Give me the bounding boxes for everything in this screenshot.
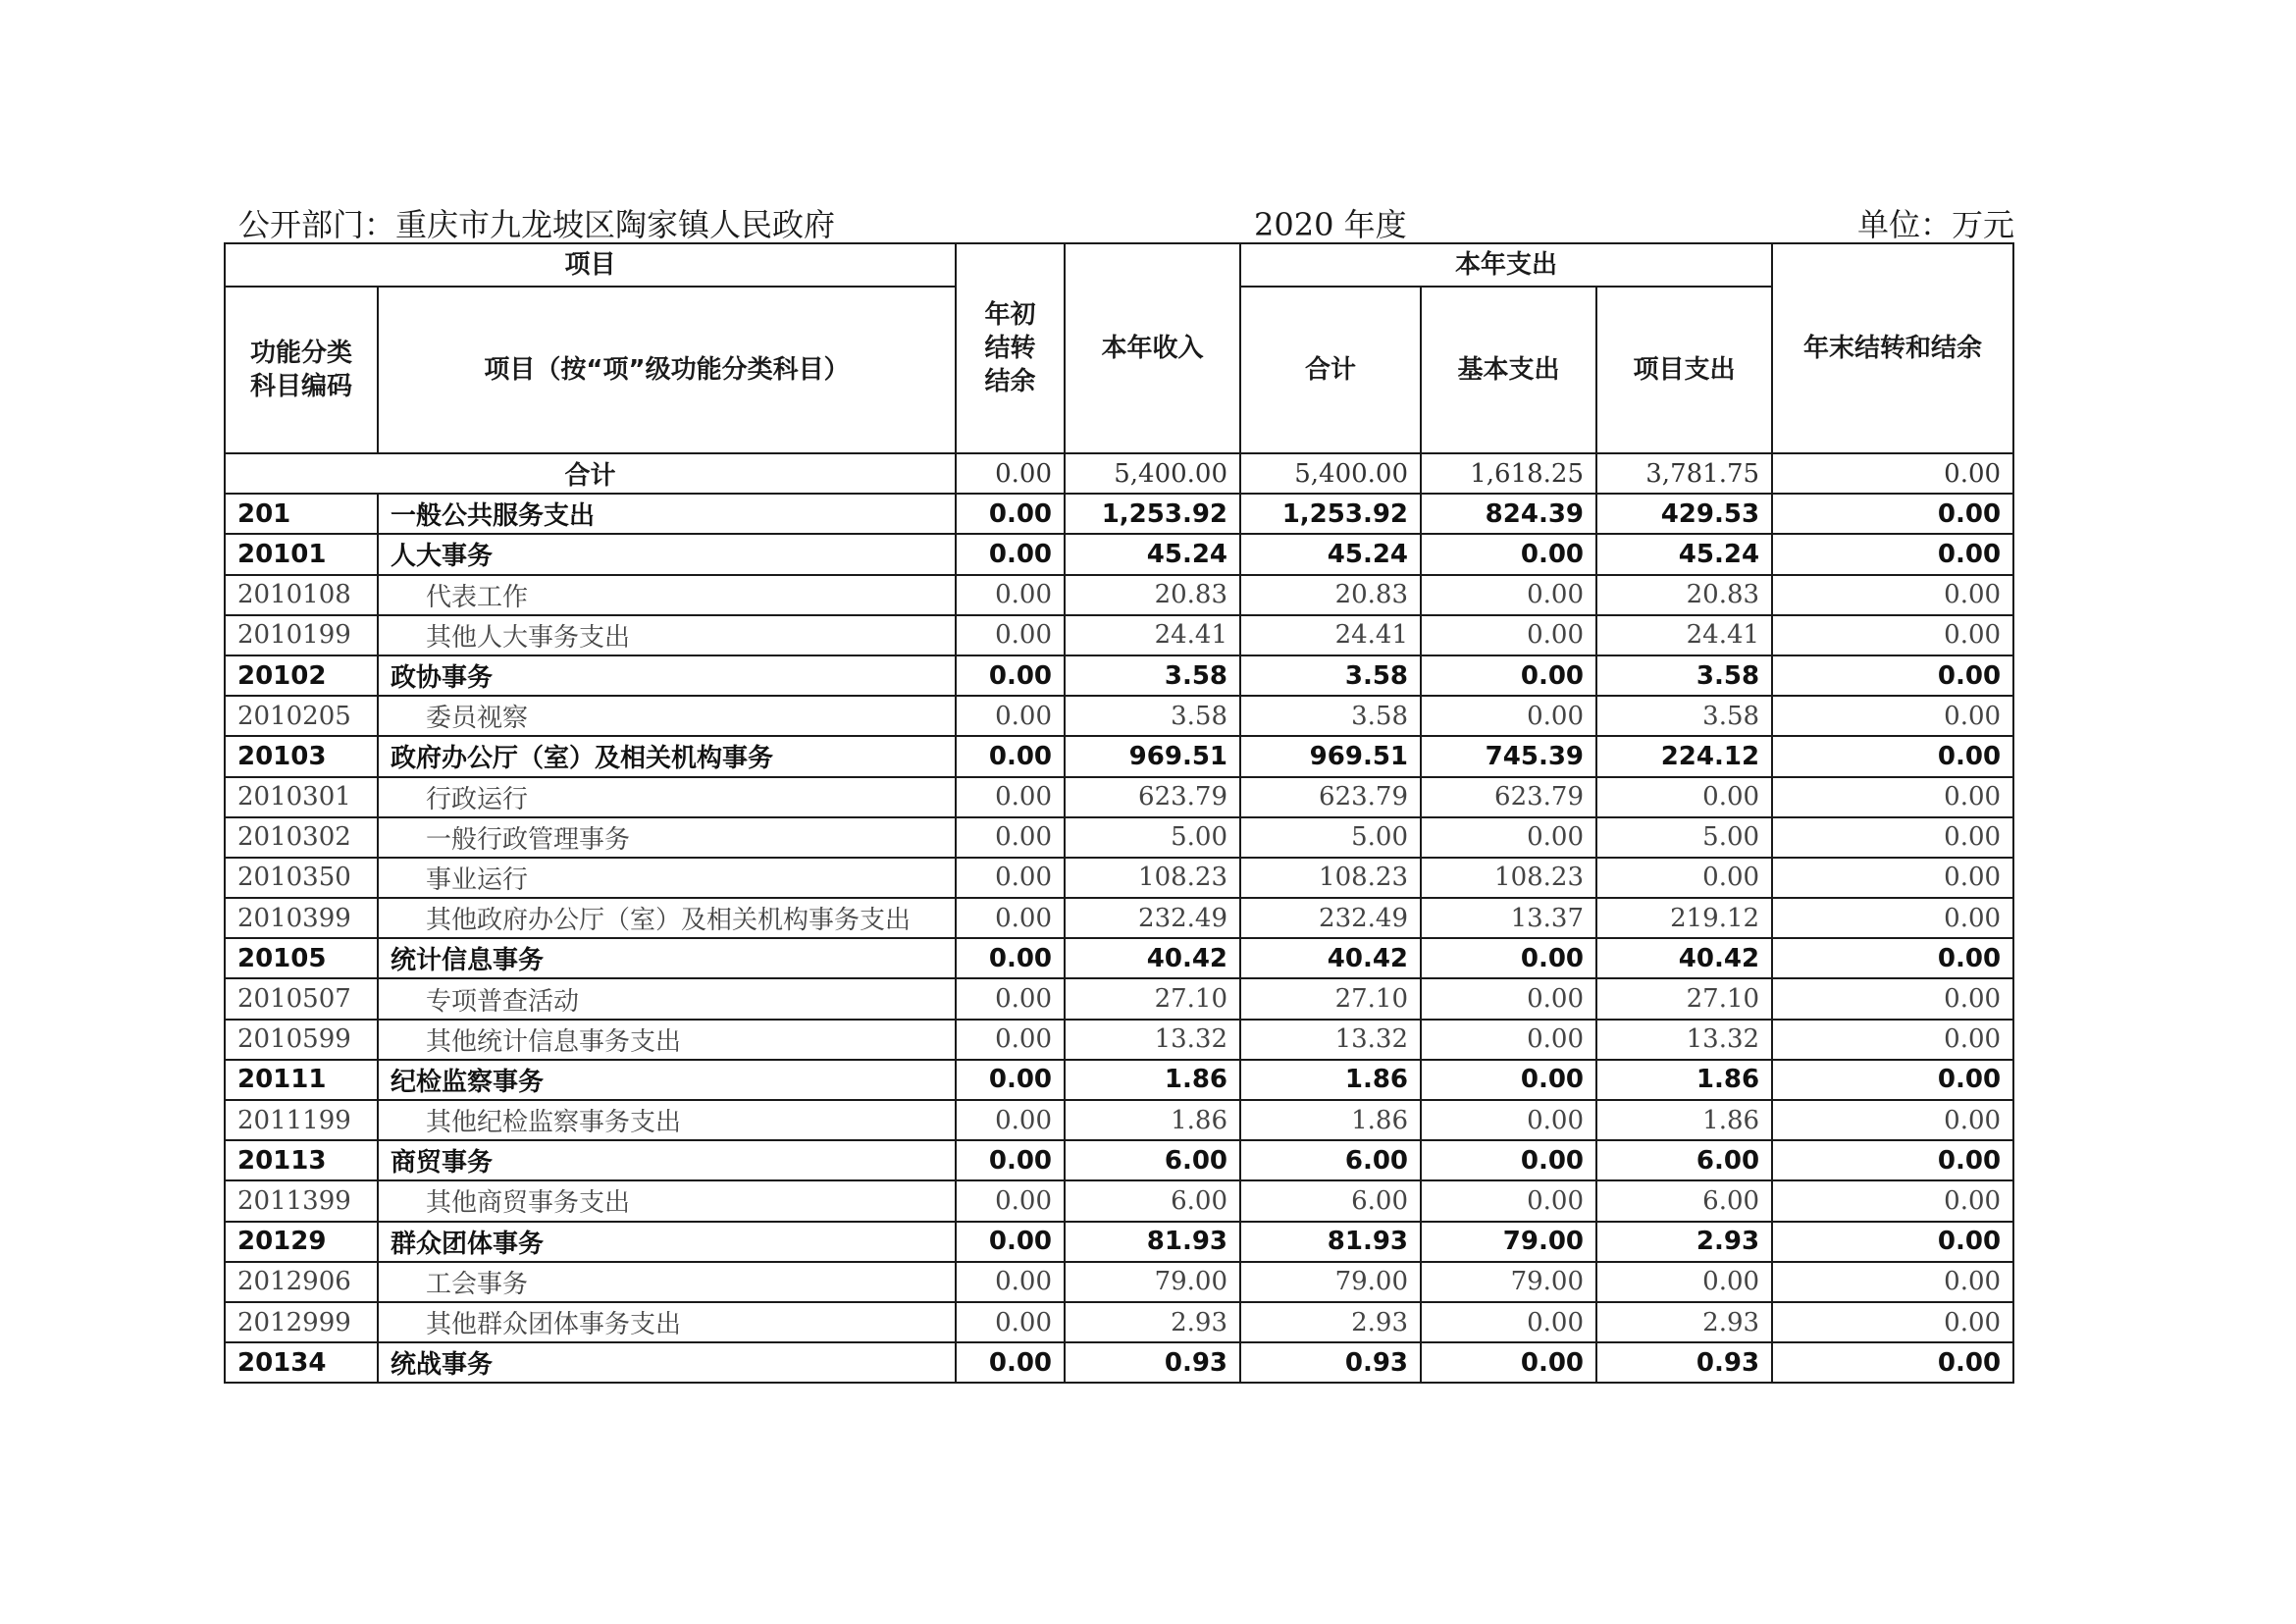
- table-row: [225, 938, 2013, 978]
- table-row: [225, 858, 2013, 898]
- table-row: [225, 1060, 2013, 1100]
- cell-code: 20101: [225, 534, 378, 574]
- cell-closing: 0.00: [1772, 1342, 2013, 1383]
- cell-name: 代表工作: [378, 575, 956, 615]
- cell-project: 219.12: [1596, 898, 1772, 938]
- cell-project: 24.41: [1596, 615, 1772, 655]
- cell-closing: 0.00: [1772, 1180, 2013, 1221]
- table-row: [225, 1302, 2013, 1342]
- cell-closing: 0.00: [1772, 696, 2013, 736]
- cell-closing: 0.00: [1772, 898, 2013, 938]
- table-row: [225, 777, 2013, 817]
- cell-name: 人大事务: [378, 534, 956, 574]
- cell-name: 其他群众团体事务支出: [378, 1302, 956, 1342]
- table-row: [225, 494, 2013, 534]
- cell-subtotal: 13.32: [1240, 1020, 1421, 1060]
- cell-code: 20111: [225, 1060, 378, 1100]
- header-basic-expenditure: 基本支出: [1421, 287, 1596, 453]
- cell-opening: 0.00: [956, 898, 1065, 938]
- cell-closing: 0.00: [1772, 1020, 2013, 1060]
- cell-name: 事业运行: [378, 858, 956, 898]
- cell-basic: 0.00: [1421, 1180, 1596, 1221]
- cell-closing: 0.00: [1772, 615, 2013, 655]
- cell-basic: 0.00: [1421, 1302, 1596, 1342]
- header-row-1: [225, 243, 2013, 287]
- cell-code: 20102: [225, 655, 378, 696]
- cell-closing: 0.00: [1772, 494, 2013, 534]
- cell-opening: 0.00: [956, 938, 1065, 978]
- cell-code: 20129: [225, 1222, 378, 1262]
- header-project: 项目: [225, 243, 956, 287]
- cell-opening: 0.00: [956, 1100, 1065, 1140]
- cell-basic: 623.79: [1421, 777, 1596, 817]
- table-row: [225, 534, 2013, 574]
- cell-project: 2.93: [1596, 1302, 1772, 1342]
- cell-code: 2012906: [225, 1262, 378, 1302]
- header-project-expenditure: 项目支出: [1596, 287, 1772, 453]
- cell-basic: 0.00: [1421, 1100, 1596, 1140]
- total-subtotal: 5,400.00: [1240, 453, 1421, 494]
- cell-name: 委员视察: [378, 696, 956, 736]
- cell-subtotal: 1,253.92: [1240, 494, 1421, 534]
- cell-basic: 0.00: [1421, 938, 1596, 978]
- cell-subtotal: 0.93: [1240, 1342, 1421, 1383]
- cell-subtotal: 6.00: [1240, 1140, 1421, 1180]
- cell-income: 1,253.92: [1065, 494, 1240, 534]
- cell-income: 20.83: [1065, 575, 1240, 615]
- cell-opening: 0.00: [956, 1262, 1065, 1302]
- cell-basic: 0.00: [1421, 817, 1596, 858]
- cell-name: 其他政府办公厅（室）及相关机构事务支出: [378, 898, 956, 938]
- cell-opening: 0.00: [956, 1140, 1065, 1180]
- cell-subtotal: 969.51: [1240, 736, 1421, 776]
- cell-subtotal: 3.58: [1240, 696, 1421, 736]
- cell-basic: 0.00: [1421, 696, 1596, 736]
- cell-income: 6.00: [1065, 1180, 1240, 1221]
- cell-closing: 0.00: [1772, 1140, 2013, 1180]
- unit-label: 单位：万元: [1856, 206, 2014, 243]
- cell-basic: 0.00: [1421, 575, 1596, 615]
- cell-basic: 79.00: [1421, 1222, 1596, 1262]
- cell-income: 1.86: [1065, 1060, 1240, 1100]
- cell-code: 2010302: [225, 817, 378, 858]
- cell-project: 1.86: [1596, 1100, 1772, 1140]
- cell-basic: 0.00: [1421, 978, 1596, 1019]
- cell-subtotal: 79.00: [1240, 1262, 1421, 1302]
- cell-project: 224.12: [1596, 736, 1772, 776]
- cell-name: 一般公共服务支出: [378, 494, 956, 534]
- table-row: [225, 1100, 2013, 1140]
- cell-basic: 0.00: [1421, 1342, 1596, 1383]
- table-row: [225, 696, 2013, 736]
- cell-code: 2010108: [225, 575, 378, 615]
- cell-code: 2010199: [225, 615, 378, 655]
- cell-name: 专项普查活动: [378, 978, 956, 1019]
- cell-closing: 0.00: [1772, 575, 2013, 615]
- cell-basic: 824.39: [1421, 494, 1596, 534]
- fiscal-year-label: 2020 年度: [1254, 206, 1407, 243]
- cell-closing: 0.00: [1772, 534, 2013, 574]
- total-project: 3,781.75: [1596, 453, 1772, 494]
- cell-subtotal: 24.41: [1240, 615, 1421, 655]
- cell-income: 40.42: [1065, 938, 1240, 978]
- cell-subtotal: 81.93: [1240, 1222, 1421, 1262]
- table-row: [225, 1180, 2013, 1221]
- cell-income: 3.58: [1065, 655, 1240, 696]
- cell-income: 1.86: [1065, 1100, 1240, 1140]
- cell-income: 623.79: [1065, 777, 1240, 817]
- cell-project: 27.10: [1596, 978, 1772, 1019]
- cell-project: 0.00: [1596, 858, 1772, 898]
- cell-subtotal: 27.10: [1240, 978, 1421, 1019]
- cell-basic: 745.39: [1421, 736, 1596, 776]
- cell-closing: 0.00: [1772, 1222, 2013, 1262]
- total-basic: 1,618.25: [1421, 453, 1596, 494]
- table-row: [225, 736, 2013, 776]
- cell-income: 81.93: [1065, 1222, 1240, 1262]
- cell-opening: 0.00: [956, 1302, 1065, 1342]
- cell-income: 24.41: [1065, 615, 1240, 655]
- cell-name: 纪检监察事务: [378, 1060, 956, 1100]
- cell-subtotal: 45.24: [1240, 534, 1421, 574]
- cell-opening: 0.00: [956, 655, 1065, 696]
- cell-closing: 0.00: [1772, 817, 2013, 858]
- cell-income: 6.00: [1065, 1140, 1240, 1180]
- cell-basic: 79.00: [1421, 1262, 1596, 1302]
- table-meta-line: [238, 196, 2014, 243]
- total-closing: 0.00: [1772, 453, 2013, 494]
- table-row: [225, 978, 2013, 1019]
- cell-subtotal: 6.00: [1240, 1180, 1421, 1221]
- cell-closing: 0.00: [1772, 1302, 2013, 1342]
- cell-code: 2010399: [225, 898, 378, 938]
- cell-name: 行政运行: [378, 777, 956, 817]
- cell-income: 45.24: [1065, 534, 1240, 574]
- cell-subtotal: 1.86: [1240, 1060, 1421, 1100]
- cell-opening: 0.00: [956, 1020, 1065, 1060]
- cell-opening: 0.00: [956, 736, 1065, 776]
- cell-project: 0.93: [1596, 1342, 1772, 1383]
- total-opening: 0.00: [956, 453, 1065, 494]
- cell-income: 79.00: [1065, 1262, 1240, 1302]
- department-label: 公开部门：重庆市九龙坡区陶家镇人民政府: [238, 206, 836, 243]
- cell-opening: 0.00: [956, 615, 1065, 655]
- cell-basic: 108.23: [1421, 858, 1596, 898]
- header-closing-balance: 年末结转和结余: [1772, 243, 2013, 453]
- table-row: [225, 1222, 2013, 1262]
- cell-code: 20105: [225, 938, 378, 978]
- cell-income: 969.51: [1065, 736, 1240, 776]
- cell-basic: 0.00: [1421, 655, 1596, 696]
- cell-code: 2010301: [225, 777, 378, 817]
- cell-name: 工会事务: [378, 1262, 956, 1302]
- total-income: 5,400.00: [1065, 453, 1240, 494]
- table-row: [225, 615, 2013, 655]
- cell-name: 其他纪检监察事务支出: [378, 1100, 956, 1140]
- cell-income: 27.10: [1065, 978, 1240, 1019]
- cell-project: 20.83: [1596, 575, 1772, 615]
- cell-code: 2011399: [225, 1180, 378, 1221]
- cell-code: 20113: [225, 1140, 378, 1180]
- cell-project: 429.53: [1596, 494, 1772, 534]
- cell-code: 2011199: [225, 1100, 378, 1140]
- table-row: [225, 575, 2013, 615]
- cell-name: 一般行政管理事务: [378, 817, 956, 858]
- cell-closing: 0.00: [1772, 1060, 2013, 1100]
- cell-name: 政府办公厅（室）及相关机构事务: [378, 736, 956, 776]
- table-row: [225, 898, 2013, 938]
- cell-opening: 0.00: [956, 978, 1065, 1019]
- cell-code: 2010205: [225, 696, 378, 736]
- cell-code: 20103: [225, 736, 378, 776]
- cell-opening: 0.00: [956, 575, 1065, 615]
- cell-closing: 0.00: [1772, 938, 2013, 978]
- cell-code: 201: [225, 494, 378, 534]
- cell-closing: 0.00: [1772, 777, 2013, 817]
- cell-code: 2012999: [225, 1302, 378, 1342]
- cell-income: 2.93: [1065, 1302, 1240, 1342]
- cell-basic: 0.00: [1421, 1060, 1596, 1100]
- cell-opening: 0.00: [956, 494, 1065, 534]
- header-subtotal: 合计: [1240, 287, 1421, 453]
- cell-project: 1.86: [1596, 1060, 1772, 1100]
- cell-project: 0.00: [1596, 1262, 1772, 1302]
- cell-closing: 0.00: [1772, 655, 2013, 696]
- cell-basic: 13.37: [1421, 898, 1596, 938]
- total-label: 合计: [225, 453, 956, 494]
- cell-name: 其他商贸事务支出: [378, 1180, 956, 1221]
- cell-closing: 0.00: [1772, 736, 2013, 776]
- header-opening-balance: 年初结转结余: [956, 243, 1065, 453]
- cell-opening: 0.00: [956, 1060, 1065, 1100]
- header-current-expenditure: 本年支出: [1240, 243, 1772, 287]
- cell-opening: 0.00: [956, 1222, 1065, 1262]
- cell-project: 40.42: [1596, 938, 1772, 978]
- cell-subtotal: 108.23: [1240, 858, 1421, 898]
- table-row: [225, 1020, 2013, 1060]
- cell-closing: 0.00: [1772, 858, 2013, 898]
- cell-name: 其他统计信息事务支出: [378, 1020, 956, 1060]
- table-row: [225, 817, 2013, 858]
- cell-opening: 0.00: [956, 1342, 1065, 1383]
- cell-income: 232.49: [1065, 898, 1240, 938]
- header-project-detail: 项目（按“项”级功能分类科目）: [378, 287, 956, 453]
- cell-code: 2010599: [225, 1020, 378, 1060]
- cell-name: 商贸事务: [378, 1140, 956, 1180]
- cell-income: 0.93: [1065, 1342, 1240, 1383]
- table-row: [225, 1262, 2013, 1302]
- cell-project: 2.93: [1596, 1222, 1772, 1262]
- cell-code: 20134: [225, 1342, 378, 1383]
- cell-name: 其他人大事务支出: [378, 615, 956, 655]
- cell-subtotal: 232.49: [1240, 898, 1421, 938]
- cell-basic: 0.00: [1421, 615, 1596, 655]
- cell-subtotal: 40.42: [1240, 938, 1421, 978]
- cell-project: 3.58: [1596, 655, 1772, 696]
- cell-name: 政协事务: [378, 655, 956, 696]
- cell-basic: 0.00: [1421, 1020, 1596, 1060]
- cell-income: 108.23: [1065, 858, 1240, 898]
- cell-closing: 0.00: [1772, 1100, 2013, 1140]
- cell-opening: 0.00: [956, 1180, 1065, 1221]
- cell-project: 0.00: [1596, 777, 1772, 817]
- cell-code: 2010350: [225, 858, 378, 898]
- cell-opening: 0.00: [956, 696, 1065, 736]
- cell-opening: 0.00: [956, 777, 1065, 817]
- cell-income: 13.32: [1065, 1020, 1240, 1060]
- cell-name: 群众团体事务: [378, 1222, 956, 1262]
- cell-basic: 0.00: [1421, 1140, 1596, 1180]
- cell-subtotal: 1.86: [1240, 1100, 1421, 1140]
- cell-name: 统计信息事务: [378, 938, 956, 978]
- cell-subtotal: 5.00: [1240, 817, 1421, 858]
- cell-project: 5.00: [1596, 817, 1772, 858]
- cell-opening: 0.00: [956, 534, 1065, 574]
- cell-basic: 0.00: [1421, 534, 1596, 574]
- header-function-code: 功能分类科目编码: [225, 287, 378, 453]
- cell-income: 5.00: [1065, 817, 1240, 858]
- total-row: [225, 453, 2013, 494]
- cell-subtotal: 2.93: [1240, 1302, 1421, 1342]
- cell-opening: 0.00: [956, 858, 1065, 898]
- table-row: [225, 1342, 2013, 1383]
- header-current-income: 本年收入: [1065, 243, 1240, 453]
- cell-project: 3.58: [1596, 696, 1772, 736]
- cell-closing: 0.00: [1772, 978, 2013, 1019]
- cell-subtotal: 20.83: [1240, 575, 1421, 615]
- cell-code: 2010507: [225, 978, 378, 1019]
- cell-project: 45.24: [1596, 534, 1772, 574]
- cell-subtotal: 623.79: [1240, 777, 1421, 817]
- cell-income: 3.58: [1065, 696, 1240, 736]
- cell-project: 13.32: [1596, 1020, 1772, 1060]
- cell-project: 6.00: [1596, 1180, 1772, 1221]
- cell-subtotal: 3.58: [1240, 655, 1421, 696]
- cell-name: 统战事务: [378, 1342, 956, 1383]
- cell-project: 6.00: [1596, 1140, 1772, 1180]
- fiscal-expenditure-table: [224, 242, 2014, 1384]
- cell-closing: 0.00: [1772, 1262, 2013, 1302]
- cell-opening: 0.00: [956, 817, 1065, 858]
- table-row: [225, 1140, 2013, 1180]
- table-row: [225, 655, 2013, 696]
